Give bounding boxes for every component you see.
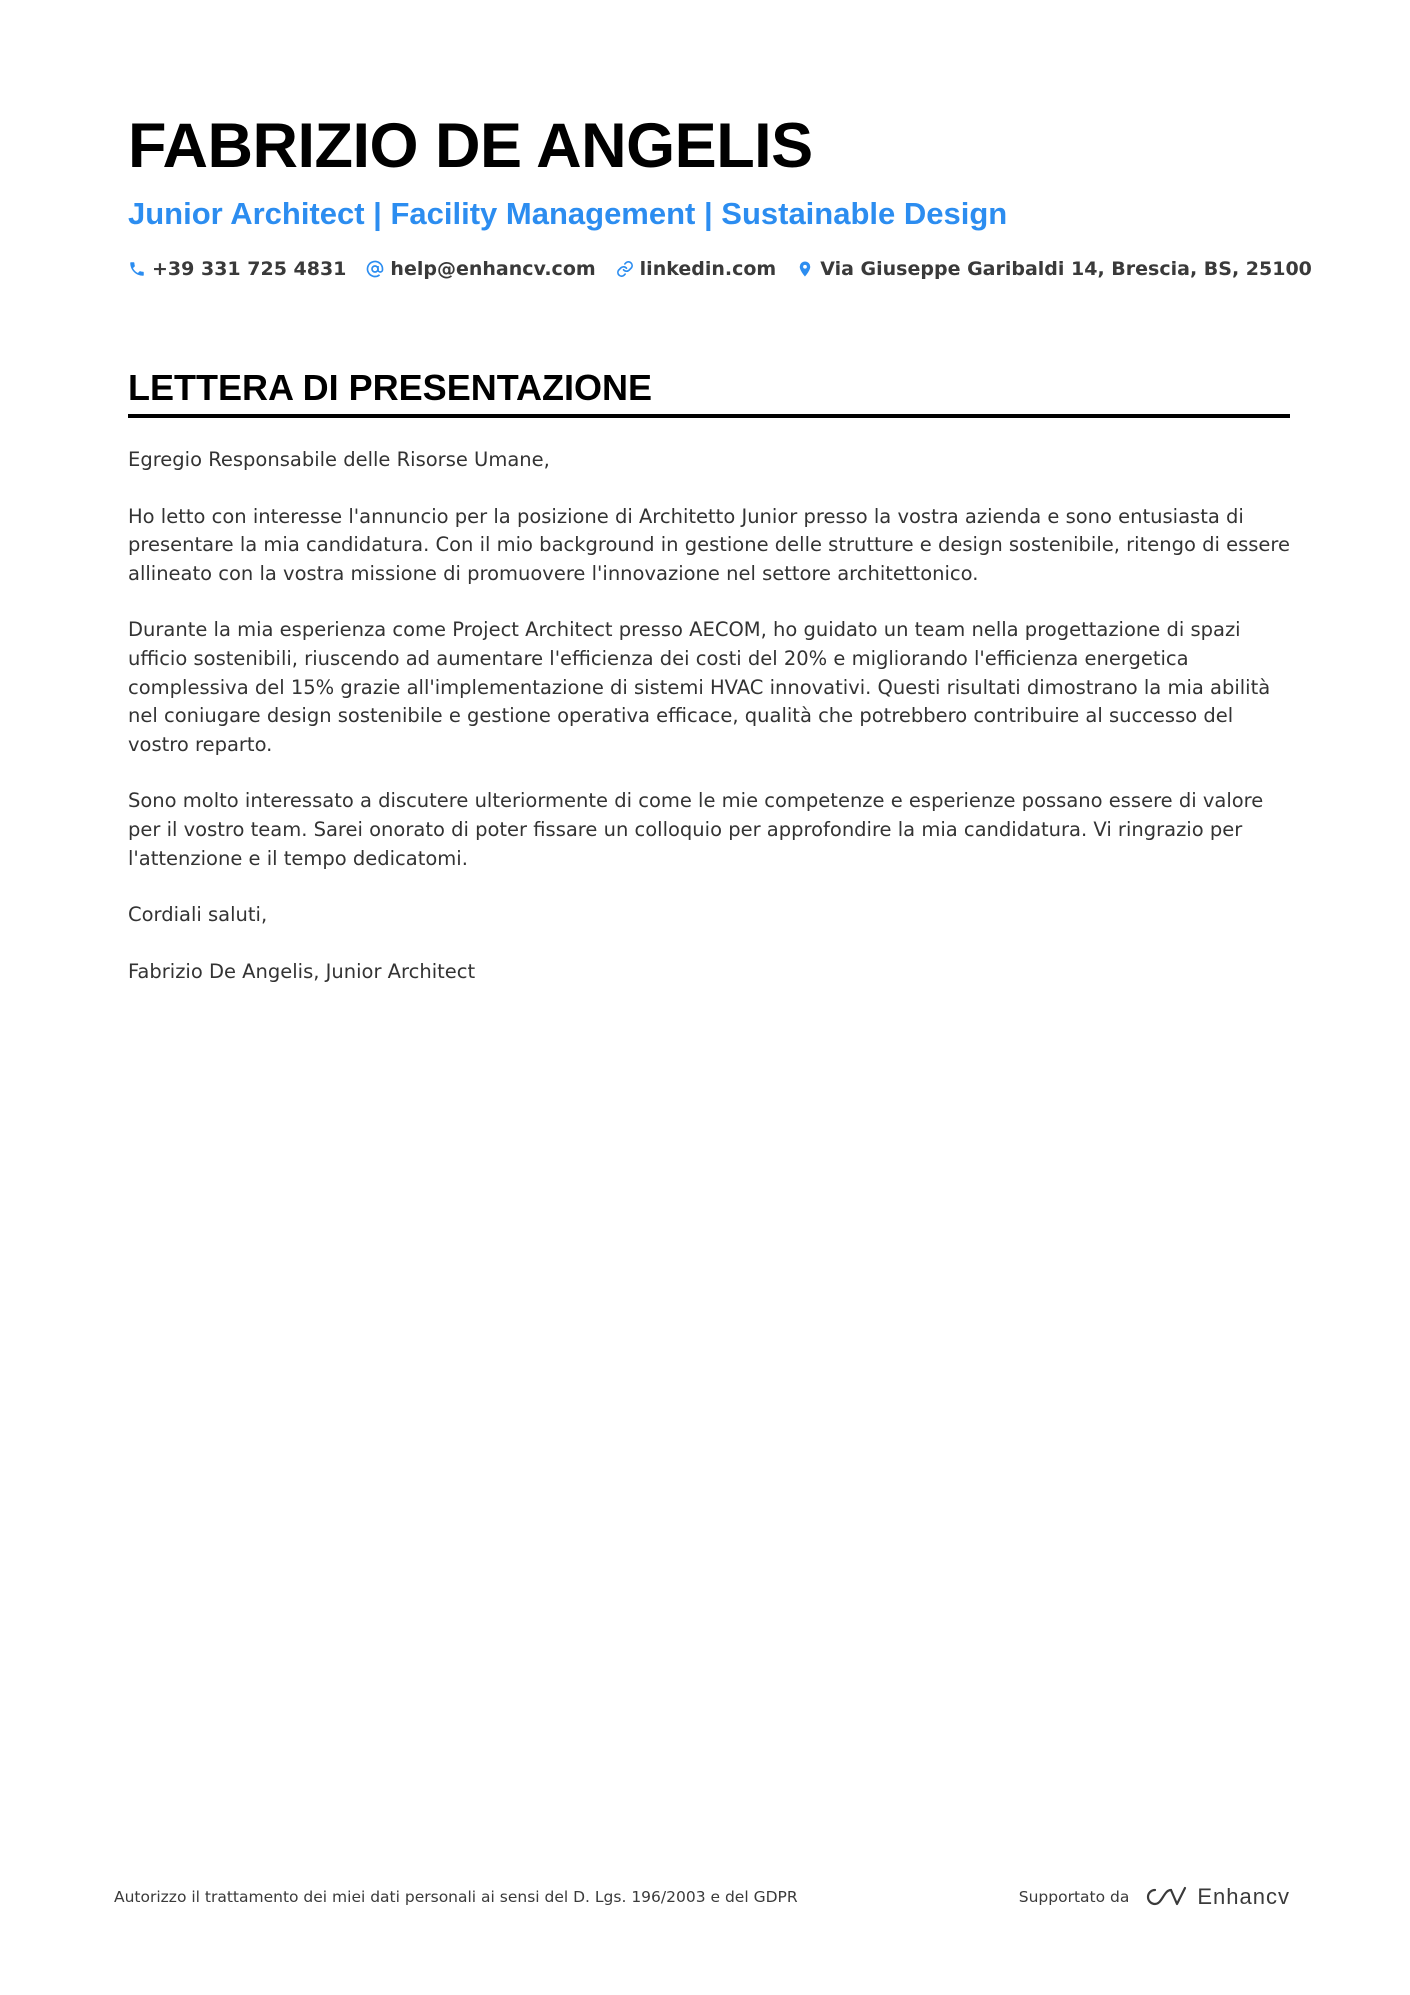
cover-letter-section (128, 366, 1290, 1014)
letter-paragraph: Ho letto con interesse l'annuncio per la posizione di Architetto Junior presso la vostra azienda e sono entusiasta di presentare la mia candidatura. Con il mio background in gestione delle strutture e design sostenibile, ritengo di essere allineato con la vostra missione di promuovere l'innovazione nel settore architettonico. (128, 504, 1290, 585)
contact-bar (128, 258, 1312, 280)
contact-email-text[interactable]: help@enhancv.com (390, 258, 596, 280)
contact-linkedin[interactable] (616, 258, 777, 280)
contact-phone-text: +39 331 725 4831 (152, 258, 347, 280)
contact-address-text: Via Giuseppe Garibaldi 14, Brescia, BS, 25100 (820, 258, 1312, 280)
contact-phone (128, 258, 346, 280)
contact-linkedin-text[interactable]: linkedin.com (639, 258, 777, 280)
powered-by-label: Supportato da (1018, 1888, 1130, 1906)
applicant-name: FABRIZIO DE ANGELIS (128, 111, 813, 181)
link-icon (616, 260, 634, 278)
contact-email[interactable] (366, 258, 595, 280)
brand-name: Enhancv (1197, 1884, 1290, 1909)
letter-paragraph: Durante la mia esperienza come Project Architect presso AECOM, ho guidato un team nella progettazione di spazi ufficio sostenibili, riuscendo ad aumentare l'efficienza dei costi del 20% e migliorando l'efficienza energetica complessiva del 15% grazie all'implementazione di sistemi HVAC innovativi. Questi risultati dimostrano la mia abilità nel coniugare design sostenibile e gestione operativa efficace, qualità che potrebbero contribuire al successo del vostro reparto. (128, 618, 1271, 756)
consent-text: Autorizzo il trattamento dei miei dati personali ai sensi del D. Lgs. 196/2003 e del GDPR (114, 1888, 798, 1906)
enhancv-logo-icon (1141, 1885, 1187, 1909)
applicant-headline: Junior Architect | Facility Management | Sustainable Design (128, 196, 1008, 231)
letter-body (128, 446, 1290, 986)
at-icon (366, 260, 384, 278)
letter-salutation: Egregio Responsabile delle Risorse Umane, (128, 448, 550, 471)
section-title: LETTERA DI PRESENTAZIONE (128, 366, 1290, 418)
contact-address (796, 258, 1312, 280)
powered-by[interactable] (1019, 1884, 1290, 1910)
location-pin-icon (796, 260, 814, 278)
letter-paragraph: Sono molto interessato a discutere ulteriormente di come le mie competenze e esperienze possano essere di valore per il vostro team. Sarei onorato di poter fissare un colloquio per approfondire la mia candidatura. Vi ringrazio per l'attenzione e il tempo dedicatomi. (128, 789, 1264, 870)
letter-signature: Fabrizio De Angelis, Junior Architect (128, 959, 476, 983)
letter-closing: Cordiali saluti, (128, 903, 268, 927)
header (128, 108, 1312, 280)
phone-icon (128, 260, 146, 278)
footer (114, 1884, 1290, 1910)
